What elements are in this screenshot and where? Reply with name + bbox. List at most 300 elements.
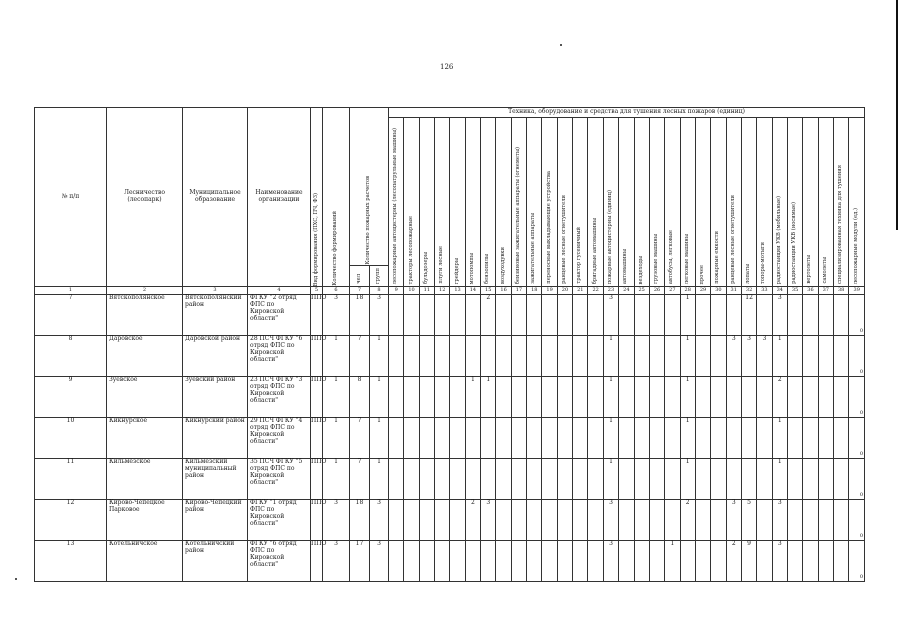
row-tech-21	[573, 418, 588, 459]
row-tech-28: 1	[680, 295, 695, 336]
row-tech-18	[527, 295, 542, 336]
table-row	[35, 500, 865, 541]
column-number: 6	[323, 287, 350, 295]
column-number: 2	[107, 287, 183, 295]
row-tech-14: 2	[465, 500, 480, 541]
row-tech-37	[818, 377, 833, 418]
row-tech-37	[818, 459, 833, 500]
row-tech-18	[527, 377, 542, 418]
column-number: 5	[311, 287, 323, 295]
header-tech-38	[833, 118, 848, 287]
row-tech-24	[619, 459, 634, 500]
row-formation-type: ППО	[311, 418, 323, 459]
row-num: 12	[35, 500, 107, 541]
row-tech-31	[726, 418, 741, 459]
column-number: 3	[183, 287, 248, 295]
row-tech-31	[726, 295, 741, 336]
header-tech-18	[527, 118, 542, 287]
table-row	[35, 418, 865, 459]
row-tech-13	[450, 336, 465, 377]
header-tech-10	[404, 118, 419, 287]
header-tech-22-label: бригадные автомашины	[591, 217, 598, 284]
row-tech-18	[527, 418, 542, 459]
row-formation-count: 1	[323, 418, 350, 459]
row-num: 11	[35, 459, 107, 500]
column-number: 12	[435, 287, 450, 295]
row-tech-31	[726, 459, 741, 500]
row-tech-29	[695, 336, 710, 377]
row-tech-27	[665, 418, 680, 459]
column-number: 18	[527, 287, 542, 295]
row-tech-22	[588, 377, 603, 418]
column-number: 14	[465, 287, 480, 295]
header-tech-32-label: лопаты	[745, 264, 752, 284]
row-tech-29	[695, 500, 710, 541]
header-num: № п/п	[35, 108, 107, 287]
row-tech-22	[588, 541, 603, 582]
row-num: 13	[35, 541, 107, 582]
row-tech-12	[435, 459, 450, 500]
row-tech-27	[665, 459, 680, 500]
column-number: 24	[619, 287, 634, 295]
row-tech-36	[803, 295, 818, 336]
row-organization: ФГКУ "2 отряд ФПС по Кировской области"	[248, 295, 311, 336]
row-tech-9	[389, 377, 404, 418]
row-tech-32	[741, 377, 756, 418]
row-tech-10	[404, 377, 419, 418]
row-tech-27	[665, 500, 680, 541]
column-number: 26	[649, 287, 664, 295]
row-tech-35	[787, 418, 802, 459]
row-tech-11	[419, 418, 434, 459]
row-municipality: Кильмезский муниципальный район	[183, 459, 248, 500]
row-tech-20	[557, 459, 572, 500]
column-number: 36	[803, 287, 818, 295]
header-groups	[370, 265, 389, 286]
row-tech-26	[649, 500, 664, 541]
row-tech-33	[757, 459, 772, 500]
header-tech-14	[465, 118, 480, 287]
row-groups: 1	[370, 336, 389, 377]
row-tech-19	[542, 500, 557, 541]
header-tech-35-label: радиостанции УКВ (носимые)	[791, 202, 798, 284]
row-formation-count: 3	[323, 295, 350, 336]
row-tech-12	[435, 541, 450, 582]
row-groups: 1	[370, 418, 389, 459]
row-tech-22	[588, 336, 603, 377]
row-tech-38	[833, 336, 848, 377]
row-tech-22	[588, 295, 603, 336]
row-tech-26	[649, 377, 664, 418]
row-tech-19	[542, 336, 557, 377]
column-number: 9	[389, 287, 404, 295]
row-tech-21	[573, 377, 588, 418]
column-number: 30	[711, 287, 726, 295]
column-number: 21	[573, 287, 588, 295]
row-tech-29	[695, 541, 710, 582]
row-tech-30	[711, 541, 726, 582]
row-tech-15: 1	[481, 377, 496, 418]
scan-speck	[15, 578, 17, 580]
row-formation-count: 3	[323, 500, 350, 541]
header-tech-39	[849, 118, 865, 287]
header-formation-type	[311, 108, 323, 287]
row-tech-35	[787, 377, 802, 418]
row-tech-23: 3	[603, 295, 618, 336]
row-tech-12	[435, 418, 450, 459]
row-tech-12	[435, 500, 450, 541]
column-number: 13	[450, 287, 465, 295]
row-tech-33	[757, 418, 772, 459]
row-organization: ФГКУ "1 отряд ФПС по Кировской области"	[248, 500, 311, 541]
row-tech-11	[419, 295, 434, 336]
row-tech-28: 1	[680, 336, 695, 377]
row-tech-39	[849, 377, 865, 418]
header-tech-11	[419, 118, 434, 287]
row-tech-32: 9	[741, 541, 756, 582]
row-tech-25	[634, 295, 649, 336]
row-formation-type: ППО	[311, 377, 323, 418]
row-tech-27: 1	[665, 541, 680, 582]
header-tech-37-label: самолеты	[821, 257, 828, 284]
row-tech-34: 2	[772, 377, 787, 418]
row-tech-38	[833, 459, 848, 500]
row-tech-24	[619, 418, 634, 459]
column-number: 33	[757, 287, 772, 295]
header-tech-31-label: ранцевые лесные огнетушители	[729, 195, 736, 284]
row-tech-24	[619, 541, 634, 582]
row-tech-33	[757, 295, 772, 336]
row-tech-9	[389, 459, 404, 500]
row-tech-24	[619, 377, 634, 418]
column-number: 11	[419, 287, 434, 295]
row-municipality: Кикнурский район	[183, 418, 248, 459]
row-tech-37	[818, 500, 833, 541]
row-tech-15	[481, 459, 496, 500]
column-number: 38	[833, 287, 848, 295]
header-tech-22	[588, 118, 603, 287]
row-tech-19	[542, 418, 557, 459]
row-tech-22	[588, 418, 603, 459]
header-tech-10-label: тракторы лесопожарные	[407, 215, 414, 284]
row-tech-9	[389, 541, 404, 582]
row-tech-14	[465, 541, 480, 582]
header-tech-30	[711, 118, 726, 287]
row-tech-21	[573, 541, 588, 582]
header-tech-19-label: переносные выкладывающие устройства	[545, 171, 552, 284]
row-tech-39	[849, 336, 865, 377]
header-tech-27	[665, 118, 680, 287]
row-tech-34: 3	[772, 541, 787, 582]
row-tech-11	[419, 336, 434, 377]
row-tech-18	[527, 459, 542, 500]
row-tech-24	[619, 295, 634, 336]
row-formation-type: ППО	[311, 541, 323, 582]
row-tech-9	[389, 418, 404, 459]
row-tech-37	[818, 418, 833, 459]
row-tech-34: 3	[772, 500, 787, 541]
header-tech-36	[803, 118, 818, 287]
row-tech-35	[787, 336, 802, 377]
row-formation-type: ППО	[311, 459, 323, 500]
row-forestry: Котельничское	[107, 541, 183, 582]
column-number: 15	[481, 287, 496, 295]
row-tech-39	[849, 459, 865, 500]
row-municipality: Кирово-Чепецкий район	[183, 500, 248, 541]
row-tech-26	[649, 459, 664, 500]
row-num: 10	[35, 418, 107, 459]
row-tech-33	[757, 377, 772, 418]
header-municipality: Муниципальное образование	[183, 108, 248, 287]
row-tech-38	[833, 295, 848, 336]
row-tech-23: 1	[603, 377, 618, 418]
row-tech-13	[450, 541, 465, 582]
row-tech-11	[419, 459, 434, 500]
header-people-label: чел	[355, 274, 362, 284]
row-organization: ФГКУ "6 отряд ФПС по Кировской области"	[248, 541, 311, 582]
table-row	[35, 336, 865, 377]
header-forestry: Лесничество (лесопарк)	[107, 108, 183, 287]
row-tech-16	[496, 418, 511, 459]
row-tech-11	[419, 541, 434, 582]
row-tech-25	[634, 418, 649, 459]
header-tech-26-label: грузовые машины	[653, 234, 660, 284]
row-forestry: Кильмезское	[107, 459, 183, 500]
row-tech-19	[542, 295, 557, 336]
header-tech-group: Техника, оборудование и средства для тушения лесных пожаров (единиц)	[389, 108, 865, 118]
header-tech-13-label: грейдеры	[453, 257, 460, 284]
row-tech-33: 3	[757, 336, 772, 377]
row-tech-20	[557, 295, 572, 336]
row-groups: 1	[370, 459, 389, 500]
row-tech-26	[649, 541, 664, 582]
column-number: 4	[248, 287, 311, 295]
header-tech-28	[680, 118, 695, 287]
header-tech-23-label: пожарные автоцистерны (единиц)	[607, 189, 613, 284]
row-tech-17	[511, 295, 526, 336]
header-tech-35	[787, 118, 802, 287]
header-tech-33-label: топоры-мотыги	[760, 241, 767, 284]
row-tech-20	[557, 377, 572, 418]
row-tech-26	[649, 336, 664, 377]
row-tech-14	[465, 418, 480, 459]
column-number: 17	[511, 287, 526, 295]
row-total-mark: 0	[859, 451, 864, 458]
row-groups: 1	[370, 377, 389, 418]
row-tech-17	[511, 541, 526, 582]
page-number: 126	[440, 63, 454, 71]
header-tech-34	[772, 118, 787, 287]
header-tech-29-label: прочее	[699, 264, 706, 284]
row-tech-17	[511, 500, 526, 541]
row-tech-36	[803, 541, 818, 582]
row-people: 17	[350, 541, 370, 582]
row-num: 8	[35, 336, 107, 377]
header-tech-37	[818, 118, 833, 287]
row-tech-28: 1	[680, 377, 695, 418]
header-tech-14-label: мотопомпы	[468, 252, 475, 284]
forest-fire-resources-table	[34, 107, 865, 582]
column-number: 27	[665, 287, 680, 295]
header-tech-24-label: автомашины	[622, 248, 629, 284]
row-tech-23: 1	[603, 459, 618, 500]
row-tech-36	[803, 418, 818, 459]
row-tech-14	[465, 295, 480, 336]
row-tech-26	[649, 295, 664, 336]
row-tech-18	[527, 541, 542, 582]
header-tech-29	[695, 118, 710, 287]
row-tech-11	[419, 500, 434, 541]
row-tech-25	[634, 541, 649, 582]
row-tech-30	[711, 418, 726, 459]
header-people	[350, 265, 370, 286]
header-tech-39-label: лесопожарные модули (ед.)	[852, 207, 859, 284]
row-tech-29	[695, 418, 710, 459]
header-tech-30-label: пожарные емкости	[714, 231, 721, 284]
row-tech-33	[757, 500, 772, 541]
row-tech-16	[496, 459, 511, 500]
header-tech-27-label: автобусы, легковые	[668, 229, 675, 284]
row-groups: 3	[370, 295, 389, 336]
row-tech-21	[573, 459, 588, 500]
row-tech-21	[573, 295, 588, 336]
row-formation-count: 1	[323, 336, 350, 377]
row-tech-39	[849, 418, 865, 459]
row-formation-type: ППО	[311, 336, 323, 377]
column-number: 31	[726, 287, 741, 295]
row-tech-28: 2	[680, 500, 695, 541]
header-staff-label: Количество пожарных расчетов	[365, 176, 372, 265]
header-formation-type-label: Вид формирования (ПХС, ПЧ, ФЗ)	[312, 192, 319, 286]
row-tech-31: 3	[726, 336, 741, 377]
row-tech-39	[849, 541, 865, 582]
header-tech-19	[542, 118, 557, 287]
row-formation-count: 1	[323, 377, 350, 418]
row-groups: 3	[370, 500, 389, 541]
row-tech-31	[726, 377, 741, 418]
header-tech-25	[634, 118, 649, 287]
scan-edge-bar	[896, 0, 898, 230]
row-organization: 28 ПСЧ ФГКУ "6 отряд ФПС по Кировской области"	[248, 336, 311, 377]
scan-speck	[560, 44, 562, 46]
header-tech-12-label: плуги лесные	[438, 246, 445, 284]
row-tech-10	[404, 541, 419, 582]
row-tech-25	[634, 459, 649, 500]
row-formation-count: 1	[323, 459, 350, 500]
row-total-mark: 0	[859, 492, 864, 499]
row-tech-32: 12	[741, 295, 756, 336]
row-tech-19	[542, 377, 557, 418]
row-tech-16	[496, 541, 511, 582]
row-total-mark: 0	[859, 574, 864, 581]
row-people: 8	[350, 377, 370, 418]
row-tech-30	[711, 295, 726, 336]
row-tech-17	[511, 418, 526, 459]
row-tech-13	[450, 459, 465, 500]
row-tech-17	[511, 377, 526, 418]
row-tech-32: 3	[741, 336, 756, 377]
row-people: 7	[350, 336, 370, 377]
row-forestry: Зуевское	[107, 377, 183, 418]
row-tech-18	[527, 336, 542, 377]
header-tech-34-label: радиостанции УКВ (мобильные)	[775, 195, 782, 284]
row-num: 9	[35, 377, 107, 418]
column-number: 16	[496, 287, 511, 295]
header-tech-20-label: ранцевые лесные огнетушители	[560, 195, 567, 284]
row-people: 18	[350, 295, 370, 336]
header-organization: Наименование организации	[248, 108, 311, 287]
row-tech-32	[741, 418, 756, 459]
row-tech-22	[588, 500, 603, 541]
row-tech-28	[680, 541, 695, 582]
row-tech-29	[695, 459, 710, 500]
row-tech-16	[496, 336, 511, 377]
header-tech-33	[757, 118, 772, 287]
row-tech-36	[803, 500, 818, 541]
column-number: 22	[588, 287, 603, 295]
column-number: 35	[787, 287, 802, 295]
row-tech-27	[665, 336, 680, 377]
header-tech-13	[450, 118, 465, 287]
row-municipality: Котельничский район	[183, 541, 248, 582]
row-tech-36	[803, 336, 818, 377]
row-formation-type: ППО	[311, 500, 323, 541]
header-tech-26	[649, 118, 664, 287]
header-tech-23	[603, 118, 618, 287]
row-tech-9	[389, 336, 404, 377]
header-tech-25-label: вездеходы	[637, 255, 644, 284]
row-tech-31: 2	[726, 541, 741, 582]
row-tech-22	[588, 459, 603, 500]
table-row	[35, 459, 865, 500]
row-tech-20	[557, 336, 572, 377]
row-tech-33	[757, 541, 772, 582]
row-tech-20	[557, 541, 572, 582]
header-tech-11-label: бульдозеры	[422, 252, 429, 284]
row-tech-30	[711, 459, 726, 500]
column-number: 8	[370, 287, 389, 295]
row-tech-25	[634, 377, 649, 418]
row-tech-9	[389, 295, 404, 336]
row-tech-24	[619, 336, 634, 377]
row-tech-35	[787, 459, 802, 500]
row-tech-16	[496, 500, 511, 541]
header-tech-28-label: легковые машины	[683, 233, 690, 284]
row-municipality: Зуевский район	[183, 377, 248, 418]
row-forestry: Даровское	[107, 336, 183, 377]
header-formation-count	[323, 108, 350, 287]
header-tech-16-label: воздуходувки	[499, 246, 506, 284]
header-tech-17-label: бензиновые зажигательные аппараты (огнеметы)	[514, 146, 521, 284]
row-tech-30	[711, 377, 726, 418]
column-number: 1	[35, 287, 107, 295]
row-organization: 35 ПСЧ ФГКУ "5 отряд ФПС по Кировской области"	[248, 459, 311, 500]
row-tech-35	[787, 295, 802, 336]
row-forestry: Вятскополянское	[107, 295, 183, 336]
header-tech-15-label: бензопилы	[484, 254, 491, 284]
row-forestry: Кирово-Чепецкое Парковое	[107, 500, 183, 541]
header-tech-18-label: зажигательные аппараты	[530, 213, 537, 284]
row-formation-type: ППО	[311, 295, 323, 336]
row-tech-14	[465, 336, 480, 377]
column-number: 7	[350, 287, 370, 295]
row-tech-23: 3	[603, 541, 618, 582]
row-tech-35	[787, 500, 802, 541]
row-tech-20	[557, 500, 572, 541]
column-number: 37	[818, 287, 833, 295]
row-total-mark: 0	[859, 328, 864, 335]
header-tech-31	[726, 118, 741, 287]
